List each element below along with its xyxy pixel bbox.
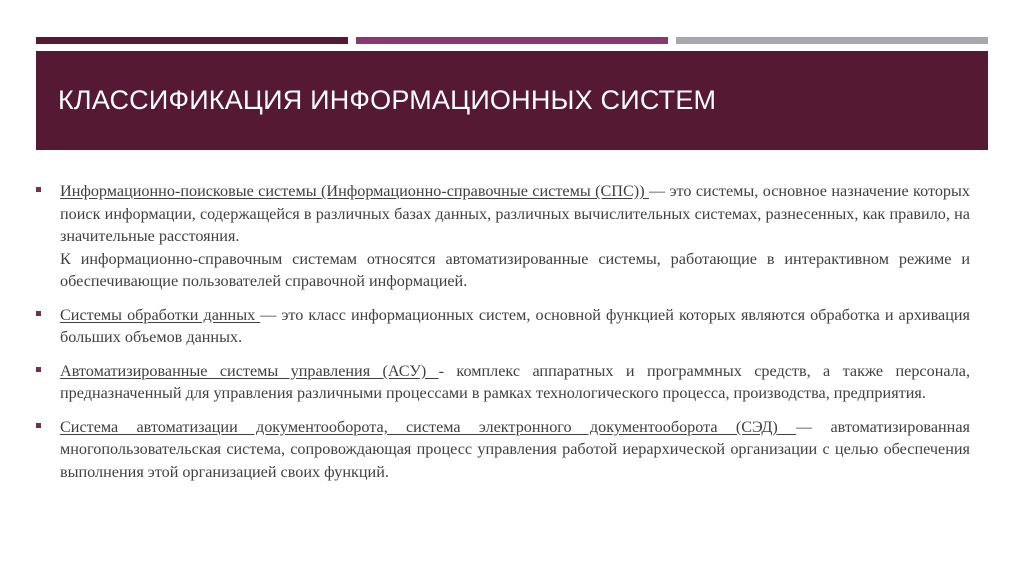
title-band xyxy=(36,51,988,150)
accent-bar-dark xyxy=(36,37,348,44)
list-item-text: — автоматизированная многопользовательская система, сопровождающая процесс управления работой иерархической организации с целью обеспечения выполнения этой организацией своих функций. xyxy=(60,417,970,481)
bullet-square-icon xyxy=(36,423,41,428)
list-item-term: Автоматизированные системы управления (АСУ) xyxy=(60,361,439,380)
accent-bar-gray xyxy=(676,37,988,44)
list-item-term: Система автоматизации документооборота, система электронного документооборота (СЭД) xyxy=(60,417,797,436)
bullet-square-icon xyxy=(36,367,41,372)
list-item xyxy=(36,416,970,484)
list-item xyxy=(36,304,970,349)
bullet-square-icon xyxy=(36,187,41,192)
list-item-text: — это класс информационных систем, основной функцией которых являются обработка и архивация больших объемов данных. xyxy=(60,305,970,346)
list-item-text: — это системы, основное назначение которых поиск информации, содержащейся в различных базах данных, различных вычислительных системах, разнесенных, как правило, на значительные расстояния. К информационно-справочным системам относятся автоматизированные системы, работающие в интерактивном режиме и обеспечивающие пользователей справочной информацией. xyxy=(60,182,970,290)
bullet-square-icon xyxy=(36,311,41,316)
list-item xyxy=(36,360,970,405)
list-item xyxy=(36,180,970,293)
slide-title: КЛАССИФИКАЦИЯ ИНФОРМАЦИОННЫХ СИСТЕМ xyxy=(58,85,717,115)
bullet-list xyxy=(36,180,970,494)
list-item-text: - комплекс аппаратных и программных средств, а также персонала, предназначенный для управления различными процессами в рамках технологического процесса, производства, предприятия. xyxy=(60,361,971,402)
list-item-term: Информационно-поисковые системы (Информационно-справочные системы (СПС)) xyxy=(60,182,649,200)
accent-bar-plum xyxy=(356,37,668,44)
list-item-term: Системы обработки данных xyxy=(60,305,261,324)
